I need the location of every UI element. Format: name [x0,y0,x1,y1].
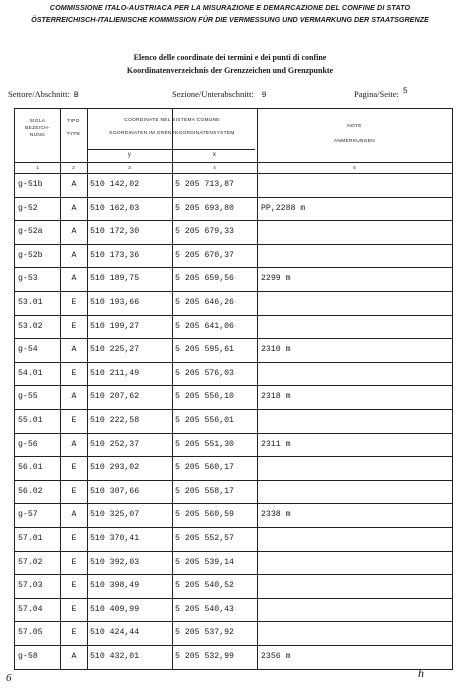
row-tipo: E [71,463,77,473]
row-tipo: E [71,321,77,331]
pagina-field [354,89,408,100]
row-note: 2299 m [261,274,291,284]
row-coordinate-x: 5 205 539,14 [175,557,234,567]
settore-value: B [73,91,79,100]
row-coordinate-y: 510 173,36 [90,250,140,260]
table-row [15,173,452,197]
row-tipo: A [71,345,77,355]
row-coordinate-y: 510 225,27 [90,345,140,355]
column-header-coordinate: COORDINATE NEL SISTEMA COMUNE KOORDINATEN IM GRENZKOORDINATENSYSTEM [109,118,235,136]
column-number: 2 [72,165,75,170]
row-coordinate-y: 510 424,44 [90,628,140,638]
row-sigla: g-58 [18,652,38,661]
table-row [15,503,452,527]
row-sigla: 53.02 [18,321,43,331]
row-coordinate-x: 5 205 560,59 [175,510,234,520]
row-coordinate-x: 5 205 641,06 [175,321,234,331]
footer-handwritten-mark-right: h [418,666,424,680]
row-coordinate-x: 5 205 595,61 [175,345,234,355]
row-coordinate-y: 510 325,07 [90,510,140,520]
table-row [15,338,452,362]
row-tipo: A [71,439,77,449]
row-sigla: 54.01 [18,368,43,378]
row-sigla: g-52b [18,250,43,260]
row-tipo: E [71,486,77,496]
row-tipo: E [71,581,77,591]
row-sigla: 56.02 [18,486,43,496]
row-note: 2310 m [261,345,291,355]
row-sigla: g-55 [18,392,38,402]
row-coordinate-y: 510 189,75 [90,274,140,284]
row-sigla: g-51b [18,180,43,189]
row-tipo: E [71,534,77,543]
row-coordinate-y: 510 293,02 [90,463,140,473]
row-tipo: A [71,227,77,237]
sezione-value: 9 [261,91,267,100]
row-tipo: A [71,180,77,189]
pagina-value: 5 [402,87,408,96]
row-sigla: 56.01 [18,463,43,473]
row-sigla: g-54 [18,345,38,355]
settore-field [8,89,79,100]
table-row [15,480,452,504]
table-row [15,362,452,386]
table-row [15,197,452,221]
row-coordinate-y: 510 199,27 [90,321,140,331]
row-coordinate-x: 5 205 540,52 [175,581,234,591]
row-coordinate-x: 5 205 659,56 [175,274,234,284]
column-header-tipo: TIPO TYPE [66,119,81,137]
coordinates-table [14,108,453,670]
row-coordinate-y: 510 409,99 [90,604,140,614]
table-row [15,551,452,575]
settore-label: Settore/Abschnitt: [8,89,70,99]
row-coordinate-y: 510 370,41 [90,534,140,543]
row-tipo: A [71,274,77,284]
sezione-label: Sezione/Unterabschnitt: [172,89,254,99]
row-coordinate-x: 5 205 713,87 [175,180,234,189]
row-tipo: A [71,652,77,661]
column-header-x: x [212,152,217,158]
row-note: 2318 m [261,392,291,402]
row-tipo: E [71,557,77,567]
row-sigla: 57.02 [18,557,43,567]
row-coordinate-x: 5 205 537,92 [175,628,234,638]
row-note: 2338 m [261,510,291,520]
row-coordinate-y: 510 398,49 [90,581,140,591]
row-tipo: E [71,416,77,425]
document-title-de: Koordinatenverzeichnis der Grenzzeichen und Grenzpunkte [126,66,334,75]
row-note: 2356 m [261,652,291,661]
table-row [15,456,452,480]
row-coordinate-x: 5 205 670,37 [175,250,234,260]
table-row [15,574,452,598]
table-row [15,315,452,339]
row-sigla: 57.04 [18,604,43,614]
column-header-y: y [127,152,132,158]
header-line-1: COMMISSIONE ITALO-AUSTRIACA PER LA MISURAZIONE E DEMARCAZIONE DEL CONFINE DI STATO [49,3,411,12]
table-row [15,645,452,669]
row-coordinate-x: 5 205 693,80 [175,203,234,213]
row-sigla: g-53 [18,274,38,284]
column-number: 3 [128,165,131,170]
row-sigla: 57.05 [18,628,43,638]
document-title-it: Elenco delle coordinate dei termini e dei punti di confine [133,53,327,62]
row-sigla: g-57 [18,510,38,520]
row-coordinate-y: 510 432,01 [90,652,140,661]
row-tipo: E [71,604,77,614]
footer-handwritten-mark-left: 6 [6,672,12,684]
row-coordinate-x: 5 205 646,26 [175,298,234,307]
row-tipo: E [71,628,77,638]
row-coordinate-y: 510 252,37 [90,439,140,449]
row-coordinate-x: 5 205 552,57 [175,534,234,543]
column-number: 4 [213,165,216,170]
table-row [15,598,452,622]
table-row [15,385,452,409]
row-coordinate-x: 5 205 576,03 [175,368,234,378]
row-sigla: 55.01 [18,416,43,425]
row-sigla: g-52 [18,203,38,213]
table-row [15,621,452,645]
row-coordinate-x: 5 205 558,17 [175,486,234,496]
table-row [15,409,452,433]
row-tipo: A [71,392,77,402]
table-row [15,527,452,551]
row-sigla: 57.01 [18,534,43,543]
row-coordinate-y: 510 142,02 [90,180,140,189]
table-row [15,220,452,244]
row-sigla: 53.01 [18,298,43,307]
table-row [15,291,452,315]
column-number: 5 [353,165,356,170]
row-sigla: g-56 [18,439,38,449]
header-line-2: ÖSTERREICHISCH-ITALIENISCHE KOMMISSION FÜR DIE VERMESSUNG UND VERMARKUNG DER STAATSGRENZE [31,15,429,24]
row-tipo: E [71,298,77,307]
row-coordinate-y: 510 307,66 [90,486,140,496]
row-coordinate-y: 510 193,66 [90,298,140,307]
column-number: 1 [36,165,39,170]
row-sigla: g-52a [18,227,43,237]
row-coordinate-y: 510 207,62 [90,392,140,402]
row-tipo: A [71,203,77,213]
table-row [15,244,452,268]
pagina-label: Pagina/Seite: [354,89,399,99]
row-coordinate-x: 5 205 532,99 [175,652,234,661]
row-coordinate-x: 5 205 679,33 [175,227,234,237]
row-coordinate-y: 510 392,03 [90,557,140,567]
row-coordinate-y: 510 211,49 [90,368,140,378]
sezione-field [172,89,266,100]
column-header-note: NOTE ANMERKUNGEN [333,124,376,144]
row-coordinate-x: 5 205 560,17 [175,463,234,473]
row-sigla: 57.03 [18,581,43,591]
row-coordinate-x: 5 205 551,30 [175,439,234,449]
row-coordinate-x: 5 205 556,10 [175,392,234,402]
row-tipo: E [71,368,77,378]
row-note: PP,2288 m [261,203,306,213]
column-header-sigla: SIGLA BEZEICH- NUNG [25,119,50,138]
row-tipo: A [71,250,77,260]
row-note: 2311 m [261,439,291,449]
row-coordinate-x: 5 205 556,01 [175,416,234,425]
row-coordinate-y: 510 222,58 [90,416,140,425]
table-row [15,433,452,457]
table-row [15,267,452,291]
row-tipo: A [71,510,77,520]
row-coordinate-y: 510 172,30 [90,227,140,237]
row-coordinate-y: 510 162,03 [90,203,140,213]
row-coordinate-x: 5 205 540,43 [175,604,234,614]
